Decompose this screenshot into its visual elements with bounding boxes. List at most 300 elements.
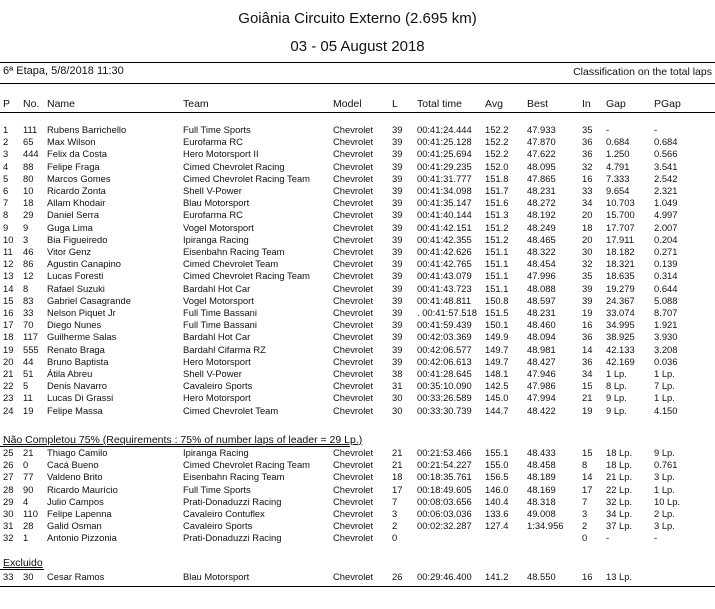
no-cell: 110 [23, 508, 38, 519]
avg-cell: 151.1 [485, 246, 509, 257]
pos-cell: 31 [3, 520, 14, 532]
in-cell: 35 [582, 270, 593, 282]
gap-cell: 21 Lp. [606, 471, 633, 483]
total-time-cell: 00:18:35.761 [417, 471, 472, 483]
laps-cell: 39 [392, 197, 403, 209]
team-cell: Cavaleiro Sports [183, 380, 253, 392]
name-cell: Antonio Pizzonia [47, 532, 117, 544]
team-cell: Eisenbahn Racing Team [183, 471, 285, 483]
best-cell: 48.433 [527, 447, 556, 458]
best-cell: 48.454 [527, 258, 556, 270]
pos-cell: 9 [3, 221, 9, 233]
table-row [0, 520, 715, 532]
model-cell: Chevrolet [333, 508, 374, 519]
avg-cell: 151.1 [485, 282, 509, 294]
pgap-cell: 3 Lp. [654, 520, 675, 532]
table-row [0, 234, 715, 246]
total-time-cell: 00:41:42.626 [417, 246, 472, 257]
table-row [0, 124, 715, 136]
total-time-cell: 00:18:49.605 [417, 483, 472, 495]
pos-cell: 14 [3, 282, 14, 294]
pgap-cell: 2.321 [654, 185, 678, 196]
model-cell: Chevrolet [333, 331, 374, 343]
col-best-header: Best [527, 98, 549, 110]
circuit-title: Goiânia Circuito Externo (2.695 km) [238, 10, 477, 27]
laps-cell: 39 [392, 343, 403, 355]
laps-cell: 30 [392, 392, 403, 404]
gap-cell: 9 Lp. [606, 404, 627, 416]
team-cell: Bardahl Hot Car [183, 331, 251, 343]
table-row [0, 258, 715, 270]
table-row [0, 270, 715, 282]
in-cell: 35 [582, 124, 593, 135]
avg-cell: 144.7 [485, 404, 509, 416]
total-time-cell: 00:29:46.400 [417, 571, 472, 582]
best-cell: 1:34.956 [527, 520, 564, 532]
table-row [0, 368, 715, 380]
col-name-header: Name [47, 98, 76, 110]
name-cell: Daniel Serra [47, 209, 100, 221]
best-cell: 48.231 [527, 185, 556, 196]
team-cell: Prati-Donaduzzi Racing [183, 495, 282, 507]
avg-cell: 152.0 [485, 160, 509, 172]
model-cell: Chevrolet [333, 246, 374, 257]
best-cell: 47.946 [527, 368, 556, 379]
pos-cell: 33 [3, 571, 14, 582]
table-row [0, 508, 715, 520]
bottom-rule [0, 586, 715, 587]
best-cell: 48.189 [527, 471, 556, 483]
pos-cell: 4 [3, 160, 9, 172]
no-cell: 9 [23, 221, 29, 233]
avg-cell: 151.2 [485, 233, 509, 245]
best-cell: 47.986 [527, 380, 556, 392]
best-cell: 47.870 [527, 136, 556, 148]
pgap-cell: 3 Lp. [654, 471, 675, 483]
model-cell: Chevrolet [333, 258, 374, 270]
top-rule [0, 62, 715, 63]
laps-cell: 39 [392, 124, 403, 135]
in-cell: 14 [582, 343, 593, 355]
in-cell: 19 [582, 307, 593, 318]
laps-cell: 17 [392, 483, 403, 495]
table-row [0, 295, 715, 307]
model-cell: Chevrolet [333, 404, 374, 416]
name-cell: Lucas Di Grassi [47, 392, 114, 404]
gap-cell: 33.074 [606, 307, 635, 318]
pgap-cell: 1 Lp. [654, 368, 675, 379]
no-cell: 5 [23, 380, 29, 392]
event-dates: 03 - 05 August 2018 [290, 38, 425, 55]
pos-cell: 26 [3, 459, 14, 471]
avg-cell: 151.1 [485, 258, 509, 270]
in-cell: 16 [582, 319, 593, 331]
laps-cell: 39 [392, 160, 403, 172]
avg-cell: 150.1 [485, 319, 509, 331]
in-cell: 15 [582, 380, 593, 392]
in-cell: 34 [582, 197, 593, 209]
no-cell: 117 [23, 331, 38, 343]
pgap-cell: 2.542 [654, 172, 678, 184]
team-cell: Cimed Chevrolet Team [183, 258, 279, 270]
laps-cell: 39 [392, 172, 403, 184]
best-cell: 48.094 [527, 331, 556, 343]
laps-cell: 39 [392, 307, 403, 318]
gap-cell: 18 Lp. [606, 459, 633, 471]
col-gap-header: Gap [606, 98, 626, 110]
team-cell: Shell V-Power [183, 368, 242, 379]
no-cell: 11 [23, 392, 33, 404]
table-row [0, 197, 715, 209]
in-cell: 20 [582, 209, 593, 221]
model-cell: Chevrolet [333, 282, 374, 294]
model-cell: Chevrolet [333, 392, 374, 404]
table-row [0, 148, 715, 160]
name-cell: Rubens Barrichello [47, 124, 127, 135]
pos-cell: 7 [3, 197, 9, 209]
pos-cell: 17 [3, 319, 14, 331]
total-time-cell: 00:21:53.466 [417, 447, 472, 458]
model-cell: Chevrolet [333, 483, 374, 495]
name-cell: Galid Osman [47, 520, 102, 532]
excluded-rule [0, 569, 44, 570]
team-cell: Vogel Motorsport [183, 221, 254, 233]
gap-cell: 34 Lp. [606, 508, 633, 519]
table-row [0, 356, 715, 368]
pos-cell: 15 [3, 294, 14, 306]
avg-cell: 152.2 [485, 148, 509, 160]
model-cell: Chevrolet [333, 124, 374, 135]
avg-cell: 149.7 [485, 343, 509, 355]
no-cell: 1 [23, 532, 29, 544]
no-cell: 30 [23, 571, 34, 582]
laps-cell: 3 [392, 508, 398, 519]
team-cell: Hero Motorsport [183, 392, 251, 404]
name-cell: Felix da Costa [47, 148, 107, 160]
in-cell: 39 [582, 282, 593, 294]
pos-cell: 25 [3, 447, 14, 458]
total-time-cell: 00:41:40.144 [417, 209, 472, 221]
avg-cell: 156.5 [485, 471, 509, 483]
model-cell: Chevrolet [333, 233, 374, 245]
pgap-cell: - [654, 532, 658, 544]
no-cell: 80 [23, 172, 34, 184]
laps-cell: 39 [392, 233, 403, 245]
laps-cell: 39 [392, 355, 403, 367]
in-cell: 17 [582, 483, 593, 495]
best-cell: 47.865 [527, 172, 556, 184]
model-cell: Chevrolet [333, 471, 374, 483]
best-cell: 47.933 [527, 124, 556, 135]
table-row [0, 405, 715, 417]
model-cell: Chevrolet [333, 447, 374, 458]
total-time-cell: 00:41:59.439 [417, 319, 472, 331]
total-time-cell: 00:08:03.656 [417, 495, 472, 507]
pgap-cell: 4.150 [654, 404, 678, 416]
gap-cell: 1 Lp. [606, 368, 627, 379]
pgap-cell: 2 Lp. [654, 508, 675, 519]
in-cell: 36 [582, 355, 593, 367]
gap-cell: 18 Lp. [606, 447, 633, 458]
in-cell: 21 [582, 392, 593, 404]
team-cell: Eurofarma RC [183, 136, 243, 148]
table-row [0, 496, 715, 508]
best-cell: 49.008 [527, 508, 556, 519]
in-cell: 33 [582, 185, 593, 196]
laps-cell: 0 [392, 532, 398, 544]
total-time-cell: 00:41:42.355 [417, 233, 472, 245]
pos-cell: 29 [3, 495, 14, 507]
total-time-cell: 00:41:48.811 [417, 294, 472, 306]
best-cell: 48.272 [527, 197, 556, 209]
name-cell: Thiago Camilo [47, 447, 108, 458]
team-cell: Cimed Chevrolet Racing Team [183, 459, 310, 471]
total-time-cell: 00:41:29.235 [417, 160, 472, 172]
pos-cell: 10 [3, 233, 14, 245]
name-cell: Gabriel Casagrande [47, 294, 131, 306]
gap-cell: 8 Lp. [606, 380, 627, 392]
team-cell: Bardahl Cifarma RZ [183, 343, 266, 355]
not-completed-label: Não Completou 75% (Requirements : 75% of number laps of leader = 29 Lp.) [3, 434, 363, 446]
table-row [0, 331, 715, 343]
pos-cell: 27 [3, 471, 14, 483]
model-cell: Chevrolet [333, 185, 374, 196]
in-cell: 20 [582, 233, 593, 245]
avg-cell: 127.4 [485, 520, 509, 532]
table-row [0, 209, 715, 221]
pos-cell: 1 [3, 124, 9, 135]
model-cell: Chevrolet [333, 172, 374, 184]
name-cell: Átila Abreu [47, 368, 93, 379]
team-cell: Eisenbahn Racing Team [183, 246, 285, 257]
gap-cell: 18.635 [606, 270, 635, 282]
table-row [0, 246, 715, 258]
gap-cell: 15.700 [606, 209, 635, 221]
model-cell: Chevrolet [333, 459, 374, 471]
pos-cell: 21 [3, 368, 14, 379]
model-cell: Chevrolet [333, 571, 374, 582]
pgap-cell: 3.208 [654, 343, 678, 355]
best-cell: 47.622 [527, 148, 556, 160]
in-cell: 32 [582, 258, 593, 270]
table-row [0, 161, 715, 173]
total-time-cell: 00:41:42.765 [417, 258, 472, 270]
no-cell: 444 [23, 148, 39, 160]
pos-cell: 11 [3, 246, 13, 257]
team-cell: Bardahl Hot Car [183, 282, 251, 294]
gap-cell: 32 Lp. [606, 495, 633, 507]
pos-cell: 23 [3, 392, 14, 404]
best-cell: 47.994 [527, 392, 556, 404]
laps-cell: 21 [392, 447, 403, 458]
no-cell: 3 [23, 233, 29, 245]
no-cell: 28 [23, 520, 34, 532]
in-cell: 3 [582, 508, 588, 519]
pgap-cell: 3.930 [654, 331, 678, 343]
avg-cell: 146.0 [485, 483, 509, 495]
info-rule [0, 83, 715, 84]
gap-cell: 9.654 [606, 185, 630, 196]
total-time-cell: 00:21:54.227 [417, 459, 472, 471]
table-row [0, 173, 715, 185]
pgap-cell: 0.204 [654, 233, 678, 245]
table-row [0, 392, 715, 404]
in-cell: 36 [582, 136, 593, 148]
no-cell: 51 [23, 368, 34, 379]
name-cell: Felipe Lapenna [47, 508, 112, 519]
col-total-header: Total time [417, 98, 462, 110]
table-row [0, 532, 715, 544]
gap-cell: 22 Lp. [606, 483, 633, 495]
avg-cell: 141.2 [485, 571, 509, 582]
name-cell: Allam Khodair [47, 197, 106, 209]
total-time-cell: 00:41:31.777 [417, 172, 472, 184]
no-cell: 86 [23, 258, 34, 270]
pgap-cell: 0.684 [654, 136, 678, 148]
model-cell: Chevrolet [333, 148, 374, 160]
name-cell: Ricardo Zonta [47, 185, 106, 196]
gap-cell: 18.182 [606, 246, 635, 257]
laps-cell: 39 [392, 270, 403, 282]
team-cell: Prati-Donaduzzi Racing [183, 532, 282, 544]
best-cell: 48.597 [527, 294, 556, 306]
team-cell: Cimed Chevrolet Team [183, 404, 279, 416]
best-cell: 48.465 [527, 233, 556, 245]
avg-cell: 151.7 [485, 185, 509, 196]
best-cell: 48.458 [527, 459, 556, 471]
pos-cell: 19 [3, 343, 14, 355]
total-time-cell: 00:42:06.577 [417, 343, 472, 355]
laps-cell: 26 [392, 571, 403, 582]
gap-cell: 19.279 [606, 282, 635, 294]
col-pgap-header: PGap [654, 98, 681, 110]
table-row [0, 447, 715, 459]
in-cell: 0 [582, 532, 588, 544]
avg-cell: 151.2 [485, 221, 509, 233]
avg-cell: 150.8 [485, 294, 509, 306]
gap-cell: 17.911 [606, 233, 634, 245]
total-time-cell: 00:41:28.645 [417, 368, 472, 379]
pos-cell: 24 [3, 404, 14, 416]
pgap-cell: 8.707 [654, 307, 678, 318]
best-cell: 48.192 [527, 209, 556, 221]
laps-cell: 38 [392, 368, 403, 379]
model-cell: Chevrolet [333, 380, 374, 392]
pos-cell: 28 [3, 483, 14, 495]
laps-cell: 39 [392, 319, 403, 331]
model-cell: Chevrolet [333, 294, 374, 306]
table-row [0, 380, 715, 392]
total-time-cell: 00:42:03.369 [417, 331, 472, 343]
avg-cell: 155.1 [485, 447, 509, 458]
pos-cell: 12 [3, 258, 14, 270]
table-row [0, 222, 715, 234]
no-cell: 44 [23, 355, 34, 367]
table-row [0, 283, 715, 295]
team-cell: Cavaleiro Contuflex [183, 508, 265, 519]
best-cell: 48.550 [527, 571, 556, 582]
pgap-cell: 1.049 [654, 197, 678, 209]
team-cell: Cimed Chevrolet Racing Team [183, 172, 310, 184]
col-laps-header: L [392, 98, 398, 110]
pgap-cell: 1.921 [654, 319, 678, 331]
pgap-cell: 0.761 [654, 459, 678, 471]
pos-cell: 13 [3, 270, 14, 282]
gap-cell: 18.321 [606, 258, 635, 270]
stage-info: 6ª Etapa, 5/8/2018 11:30 [3, 65, 124, 77]
col-no-header: No. [23, 98, 40, 110]
pgap-cell: - [654, 124, 658, 135]
name-cell: Guga Lima [47, 221, 93, 233]
gap-cell: 1.250 [606, 148, 630, 160]
name-cell: Julio Campos [47, 495, 104, 507]
total-time-cell: 00:41:43.079 [417, 270, 472, 282]
no-cell: 90 [23, 483, 34, 495]
laps-cell: 39 [392, 148, 403, 160]
name-cell: Denis Navarro [47, 380, 107, 392]
header-rule [0, 112, 715, 113]
laps-cell: 39 [392, 282, 403, 294]
excluded-label: Excluido [3, 557, 43, 569]
avg-cell: 149.9 [485, 331, 509, 343]
team-cell: Full Time Sports [183, 124, 251, 135]
avg-cell: 151.1 [485, 270, 509, 282]
avg-cell: 152.2 [485, 136, 509, 148]
gap-cell: 42.169 [606, 355, 635, 367]
col-team-header: Team [183, 98, 209, 110]
pos-cell: 16 [3, 307, 14, 318]
laps-cell: 31 [392, 380, 403, 392]
gap-cell: 42.133 [606, 343, 635, 355]
total-time-cell: 00:41:43.723 [417, 282, 472, 294]
gap-cell: 34.995 [606, 319, 635, 331]
model-cell: Chevrolet [333, 319, 374, 331]
gap-cell: 7.333 [606, 172, 630, 184]
in-cell: 2 [582, 520, 588, 532]
col-in-header: In [582, 98, 591, 110]
model-cell: Chevrolet [333, 136, 374, 148]
no-cell: 8 [23, 282, 29, 294]
avg-cell: 145.0 [485, 392, 509, 404]
name-cell: Ricardo Maurício [47, 483, 118, 495]
name-cell: Felipe Massa [47, 404, 103, 416]
best-cell: 48.427 [527, 355, 556, 367]
team-cell: Cavaleiro Sports [183, 520, 253, 532]
pos-cell: 22 [3, 380, 14, 392]
laps-cell: 30 [392, 404, 403, 416]
gap-cell: 24.367 [606, 294, 635, 306]
avg-cell: 151.5 [485, 307, 509, 318]
team-cell: Blau Motorsport [183, 197, 250, 209]
laps-cell: 39 [392, 209, 403, 221]
gap-cell: 13 Lp. [606, 571, 633, 582]
table-row [0, 459, 715, 471]
in-cell: 14 [582, 471, 593, 483]
col-pos-header: P [3, 98, 11, 110]
laps-cell: 7 [392, 495, 398, 507]
team-cell: Shell V-Power [183, 185, 242, 196]
avg-cell: 155.0 [485, 459, 509, 471]
avg-cell: 142.5 [485, 380, 509, 392]
model-cell: Chevrolet [333, 355, 374, 367]
name-cell: Nelson Piquet Jr [47, 307, 116, 318]
total-time-cell: 00:02:32.287 [417, 520, 472, 532]
no-cell: 555 [23, 343, 39, 355]
best-cell: 48.318 [527, 495, 556, 507]
model-cell: Chevrolet [333, 495, 374, 507]
name-cell: Renato Braga [47, 343, 105, 355]
gap-cell: 17.707 [606, 221, 635, 233]
